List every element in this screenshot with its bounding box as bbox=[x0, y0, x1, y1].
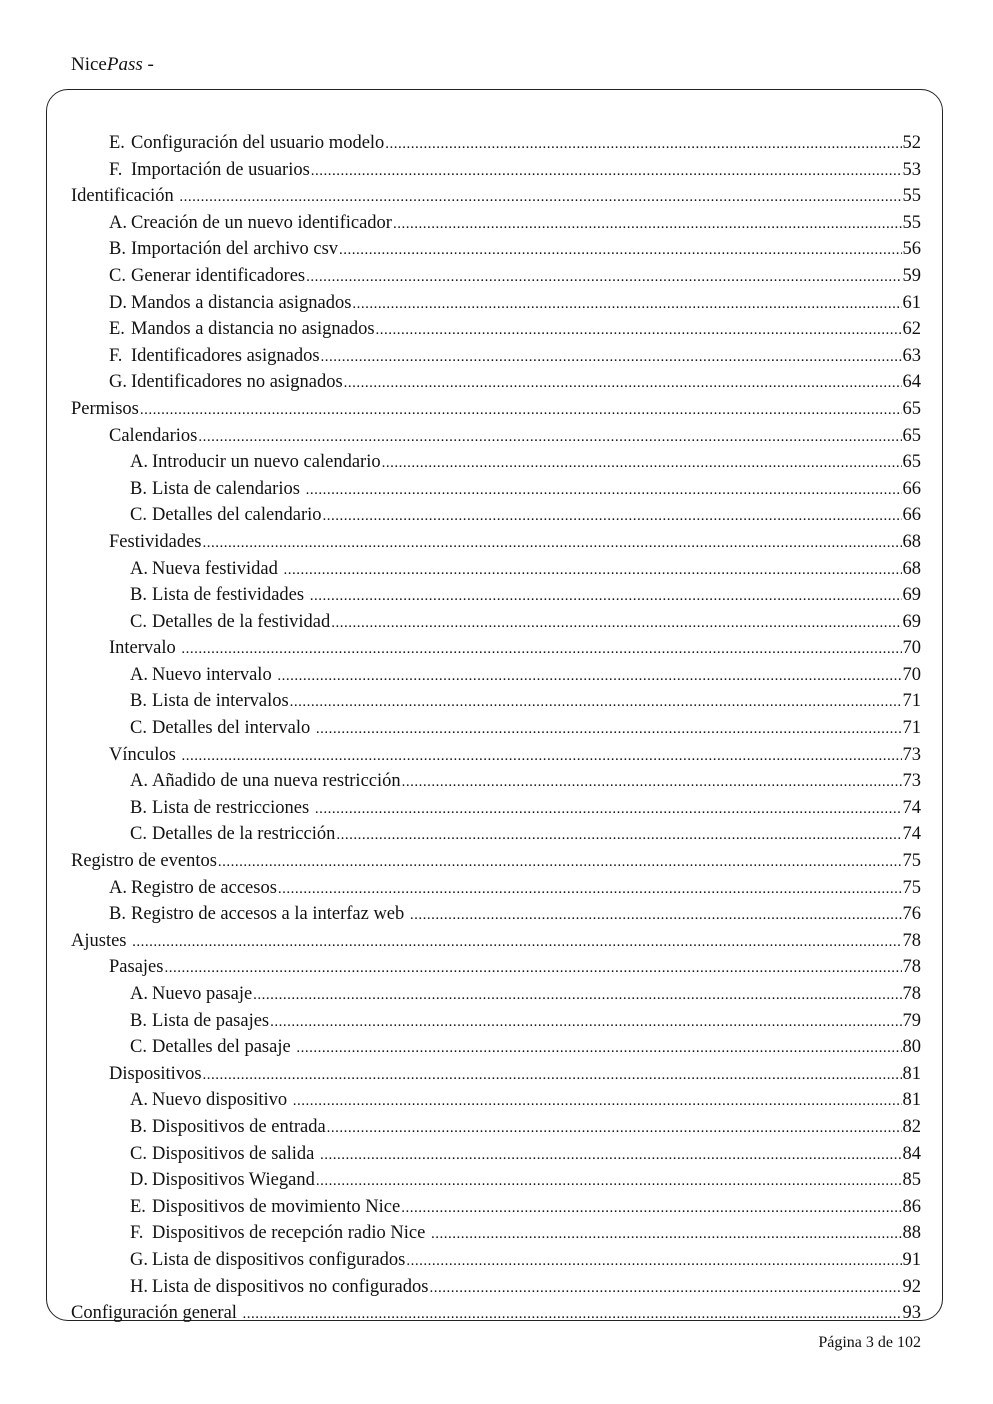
dot-leader bbox=[320, 1141, 901, 1169]
toc-entry-page: 53 bbox=[902, 159, 921, 180]
toc-entry[interactable] bbox=[71, 1274, 921, 1301]
toc-entry-page: 91 bbox=[902, 1249, 921, 1270]
toc-entry-title: Dispositivos de recepción radio Nice bbox=[152, 1223, 430, 1244]
toc-entry-title: Registro de eventos bbox=[71, 851, 217, 872]
toc-entry-title: Detalles de la festividad bbox=[152, 611, 331, 632]
toc-entry[interactable] bbox=[71, 502, 921, 529]
dot-leader bbox=[316, 715, 902, 743]
dot-leader bbox=[181, 635, 901, 663]
dot-leader bbox=[179, 183, 901, 211]
dot-leader bbox=[352, 290, 901, 318]
toc-entry[interactable] bbox=[71, 423, 921, 450]
toc-entry-title: Dispositivos bbox=[109, 1063, 202, 1084]
toc-entry-letter: D. bbox=[109, 292, 127, 313]
dot-leader bbox=[277, 662, 901, 690]
toc-entry-page: 70 bbox=[902, 638, 921, 659]
toc-entry[interactable] bbox=[71, 901, 921, 928]
toc-entry[interactable] bbox=[71, 795, 921, 822]
toc-entry-page: 64 bbox=[902, 372, 921, 393]
toc-entry[interactable] bbox=[71, 556, 921, 583]
toc-entry[interactable] bbox=[71, 369, 921, 396]
toc-entry-title: Generar identificadores bbox=[131, 265, 306, 286]
toc-entry-letter: B. bbox=[109, 239, 126, 260]
dot-leader bbox=[406, 1247, 901, 1275]
toc-entry-title: Calendarios bbox=[109, 425, 198, 446]
toc-entry-page: 66 bbox=[902, 478, 921, 499]
toc-entry-title: Festividades bbox=[109, 531, 202, 552]
toc-entry-title: Dispositivos de entrada bbox=[152, 1116, 326, 1137]
toc-entry-page: 59 bbox=[902, 265, 921, 286]
toc-entry-page: 56 bbox=[902, 239, 921, 260]
dot-leader bbox=[393, 210, 902, 238]
toc-entry-page: 78 bbox=[902, 984, 921, 1004]
toc-entry-letter: E. bbox=[130, 1196, 146, 1217]
dot-leader bbox=[323, 502, 902, 530]
toc-entry[interactable] bbox=[71, 954, 921, 981]
toc-entry-letter: E. bbox=[109, 319, 125, 340]
toc-entry-letter: D. bbox=[130, 1170, 148, 1191]
toc-entry-title: Vínculos bbox=[109, 744, 181, 765]
toc-entry-letter: B. bbox=[109, 904, 126, 925]
toc-entry-page: 85 bbox=[902, 1170, 921, 1191]
toc-entry-letter: C. bbox=[109, 265, 126, 286]
toc-entry[interactable] bbox=[71, 609, 921, 636]
toc-entry-title: Permisos bbox=[71, 398, 139, 419]
toc-entry[interactable] bbox=[71, 263, 921, 290]
toc-entry[interactable] bbox=[71, 210, 921, 237]
toc-entry-letter: C. bbox=[130, 824, 147, 845]
toc-entry[interactable] bbox=[71, 1034, 921, 1061]
toc-entry[interactable] bbox=[71, 529, 921, 556]
toc-entry[interactable] bbox=[71, 928, 921, 955]
toc-entry[interactable] bbox=[71, 875, 921, 902]
toc-entry[interactable] bbox=[71, 1008, 921, 1035]
toc-entry-page: 68 bbox=[902, 531, 921, 552]
dot-leader bbox=[270, 1008, 901, 1036]
toc-entry-title: Nuevo pasaje bbox=[152, 984, 253, 1004]
brand-plain: Nice bbox=[71, 54, 107, 75]
page-number: Página 3 de 102 bbox=[818, 1334, 921, 1351]
toc-entry[interactable] bbox=[71, 1247, 921, 1274]
dot-leader bbox=[306, 476, 902, 504]
toc-entry-title: Lista de pasajes bbox=[152, 1010, 270, 1031]
dot-leader bbox=[278, 875, 902, 903]
toc-entry-page: 63 bbox=[902, 345, 921, 366]
toc-entry[interactable] bbox=[71, 1300, 921, 1327]
dot-leader bbox=[296, 1034, 901, 1062]
toc-entry-page: 79 bbox=[902, 1010, 921, 1031]
dot-leader bbox=[401, 1194, 901, 1222]
dot-leader bbox=[284, 556, 902, 584]
toc-entry[interactable] bbox=[71, 981, 921, 1008]
dot-leader bbox=[164, 954, 901, 982]
toc-entry-page: 69 bbox=[902, 585, 921, 606]
toc-entry-page: 75 bbox=[902, 877, 921, 898]
toc-entry-page: 71 bbox=[902, 718, 921, 739]
toc-entry[interactable] bbox=[71, 1167, 921, 1194]
toc-entry[interactable] bbox=[71, 236, 921, 263]
dot-leader bbox=[321, 343, 902, 371]
toc-entry-page: 78 bbox=[902, 957, 921, 978]
dot-leader bbox=[315, 795, 902, 823]
dot-leader bbox=[382, 449, 902, 477]
toc-entry-title: Nuevo dispositivo bbox=[152, 1090, 292, 1111]
toc-entry-title: Lista de restricciones bbox=[152, 797, 314, 818]
toc-entry-title: Lista de festividades bbox=[152, 585, 309, 606]
toc-entry-title: Mandos a distancia asignados bbox=[131, 292, 352, 313]
toc-entry-page: 82 bbox=[902, 1116, 921, 1137]
toc-entry[interactable] bbox=[71, 316, 921, 343]
toc-entry-letter: C. bbox=[130, 611, 147, 632]
toc-entry-page: 75 bbox=[902, 851, 921, 872]
toc-entry-page: 78 bbox=[902, 930, 921, 951]
toc-entry-page: 61 bbox=[902, 292, 921, 313]
toc-entry[interactable] bbox=[71, 157, 921, 184]
toc-entry-letter: B. bbox=[130, 1010, 147, 1031]
header-suffix: - bbox=[142, 54, 154, 75]
toc-entry-title: Detalles de la restricción bbox=[152, 824, 336, 845]
dot-leader bbox=[311, 157, 902, 185]
toc-entry-letter: G. bbox=[130, 1249, 148, 1270]
toc-entry-page: 55 bbox=[902, 212, 921, 233]
toc-entry-title: Dispositivos de salida bbox=[152, 1143, 320, 1164]
dot-leader bbox=[327, 1114, 902, 1142]
dot-leader bbox=[331, 609, 901, 637]
brand-italic: Pass bbox=[106, 54, 143, 75]
toc-entry-title: Intervalo bbox=[109, 638, 181, 659]
toc-entry[interactable] bbox=[71, 688, 921, 715]
dot-leader bbox=[306, 263, 901, 291]
toc-entry-letter: A. bbox=[130, 984, 148, 1004]
toc-entry[interactable] bbox=[71, 1220, 921, 1247]
toc-entry-title: Identificación bbox=[71, 186, 179, 207]
toc-entry-title: Configuración del usuario modelo bbox=[131, 133, 385, 153]
toc-entry[interactable] bbox=[71, 130, 921, 157]
dot-leader bbox=[336, 821, 901, 849]
toc-entry-page: 70 bbox=[902, 664, 921, 685]
toc-entry-letter: A. bbox=[130, 664, 148, 685]
dot-leader bbox=[132, 928, 901, 956]
toc-entry-letter: A. bbox=[109, 877, 127, 898]
toc-entry-page: 88 bbox=[902, 1223, 921, 1244]
toc-entry[interactable] bbox=[71, 449, 921, 476]
toc-entry[interactable] bbox=[71, 821, 921, 848]
toc-entry-page: 74 bbox=[902, 797, 921, 818]
dot-leader bbox=[198, 423, 901, 451]
dot-leader bbox=[385, 130, 901, 158]
toc-entry[interactable] bbox=[71, 183, 921, 210]
toc-entry-letter: F. bbox=[109, 345, 123, 366]
toc-entry-title: Importación del archivo csv bbox=[131, 239, 339, 260]
toc-entry-title: Detalles del calendario bbox=[152, 505, 322, 526]
toc-entry-title: Configuración general bbox=[71, 1303, 242, 1324]
toc-entry-letter: B. bbox=[130, 797, 147, 818]
toc-entry-letter: A. bbox=[130, 558, 148, 579]
toc-entry-page: 68 bbox=[902, 558, 921, 579]
toc-entry-letter: C. bbox=[130, 1037, 147, 1058]
toc-entry-letter: A. bbox=[130, 1090, 148, 1111]
toc-entry[interactable] bbox=[71, 715, 921, 742]
toc-entry-title: Identificadores no asignados bbox=[131, 372, 343, 393]
toc-entry[interactable] bbox=[71, 1061, 921, 1088]
toc-entry-title: Lista de intervalos bbox=[152, 691, 289, 712]
toc-entry-page: 69 bbox=[902, 611, 921, 632]
toc-entry-letter: B. bbox=[130, 585, 147, 606]
dot-leader bbox=[293, 1087, 902, 1115]
dot-leader bbox=[316, 1167, 902, 1195]
toc-entry-page: 92 bbox=[902, 1276, 921, 1297]
toc-entry-letter: B. bbox=[130, 691, 147, 712]
toc-entry-letter: A. bbox=[109, 212, 127, 233]
toc-entry-page: 71 bbox=[902, 691, 921, 712]
dot-leader bbox=[310, 582, 902, 610]
dot-leader bbox=[339, 236, 901, 264]
toc-entry-page: 84 bbox=[902, 1143, 921, 1164]
toc-entry-title: Importación de usuarios bbox=[131, 159, 310, 180]
toc-entry[interactable] bbox=[71, 1194, 921, 1221]
toc-entry-letter: C. bbox=[130, 718, 147, 739]
toc-entry-title: Dispositivos Wiegand bbox=[152, 1170, 315, 1191]
toc-entry-title: Lista de dispositivos configurados bbox=[152, 1249, 406, 1270]
toc-entry-title: Ajustes bbox=[71, 930, 132, 951]
dot-leader bbox=[376, 316, 902, 344]
dot-leader bbox=[402, 768, 902, 796]
toc-entry-letter: G. bbox=[109, 372, 127, 393]
toc-entry-page: 52 bbox=[902, 133, 921, 153]
toc-entry-title: Nuevo intervalo bbox=[152, 664, 277, 685]
dot-leader bbox=[290, 688, 902, 716]
dot-leader bbox=[253, 981, 901, 1009]
toc-entry-letter: A. bbox=[130, 452, 148, 473]
toc-entry-title: Añadido de una nueva restricción bbox=[152, 771, 401, 792]
toc-entry-page: 66 bbox=[902, 505, 921, 526]
dot-leader bbox=[140, 396, 902, 424]
toc-entry-letter: C. bbox=[130, 1143, 147, 1164]
toc-entry[interactable] bbox=[71, 635, 921, 662]
toc-entry-page: 73 bbox=[902, 744, 921, 765]
toc-entry-title: Lista de calendarios bbox=[152, 478, 305, 499]
toc-entry-title: Dispositivos de movimiento Nice bbox=[152, 1196, 401, 1217]
table-of-contents bbox=[71, 130, 921, 1327]
toc-entry[interactable] bbox=[71, 742, 921, 769]
toc-entry-letter: H. bbox=[130, 1276, 148, 1297]
toc-entry-page: 55 bbox=[902, 186, 921, 207]
toc-entry-title: Lista de dispositivos no configurados bbox=[152, 1276, 429, 1297]
toc-entry-page: 81 bbox=[902, 1063, 921, 1084]
toc-entry-title: Registro de accesos bbox=[131, 877, 277, 898]
toc-entry-page: 93 bbox=[902, 1303, 921, 1324]
toc-entry-letter: B. bbox=[130, 478, 147, 499]
toc-entry-title: Nueva festividad bbox=[152, 558, 283, 579]
dot-leader bbox=[431, 1220, 902, 1248]
running-header bbox=[71, 53, 154, 77]
toc-entry[interactable] bbox=[71, 768, 921, 795]
toc-entry[interactable] bbox=[71, 1087, 921, 1114]
dot-leader bbox=[344, 369, 902, 397]
dot-leader bbox=[243, 1300, 902, 1328]
toc-entry-letter: C. bbox=[130, 505, 147, 526]
dot-leader bbox=[218, 848, 902, 876]
toc-entry-letter: B. bbox=[130, 1116, 147, 1137]
toc-entry-page: 76 bbox=[902, 904, 921, 925]
toc-entry[interactable] bbox=[71, 476, 921, 503]
dot-leader bbox=[203, 1061, 902, 1089]
toc-entry-title: Mandos a distancia no asignados bbox=[131, 319, 375, 340]
toc-entry[interactable] bbox=[71, 848, 921, 875]
toc-entry-title: Detalles del pasaje bbox=[152, 1037, 296, 1058]
toc-entry-letter: A. bbox=[130, 771, 148, 792]
toc-entry-title: Pasajes bbox=[109, 957, 164, 978]
toc-entry-letter: F. bbox=[130, 1223, 144, 1244]
toc-entry-page: 73 bbox=[902, 771, 921, 792]
toc-entry[interactable] bbox=[71, 662, 921, 689]
toc-entry-title: Creación de un nuevo identificador bbox=[131, 212, 392, 233]
toc-entry-page: 65 bbox=[902, 398, 921, 419]
toc-entry-letter: E. bbox=[109, 133, 125, 153]
toc-entry-title: Registro de accesos a la interfaz web bbox=[131, 904, 409, 925]
toc-entry[interactable] bbox=[71, 582, 921, 609]
toc-entry-page: 81 bbox=[902, 1090, 921, 1111]
toc-entry-letter: F. bbox=[109, 159, 123, 180]
dot-leader bbox=[203, 529, 902, 557]
toc-entry[interactable] bbox=[71, 343, 921, 370]
toc-entry-title: Detalles del intervalo bbox=[152, 718, 315, 739]
toc-entry-page: 80 bbox=[902, 1037, 921, 1058]
toc-entry[interactable] bbox=[71, 1114, 921, 1141]
toc-entry[interactable] bbox=[71, 1141, 921, 1168]
toc-entry-page: 62 bbox=[902, 319, 921, 340]
toc-entry-title: Introducir un nuevo calendario bbox=[152, 452, 381, 473]
toc-entry-page: 86 bbox=[902, 1196, 921, 1217]
dot-leader bbox=[429, 1274, 901, 1302]
toc-entry[interactable] bbox=[71, 396, 921, 423]
toc-entry[interactable] bbox=[71, 290, 921, 317]
toc-entry-page: 65 bbox=[902, 452, 921, 473]
toc-entry-title: Identificadores asignados bbox=[131, 345, 320, 366]
dot-leader bbox=[181, 742, 901, 770]
toc-entry-page: 65 bbox=[902, 425, 921, 446]
dot-leader bbox=[410, 901, 902, 929]
toc-entry-page: 74 bbox=[902, 824, 921, 845]
